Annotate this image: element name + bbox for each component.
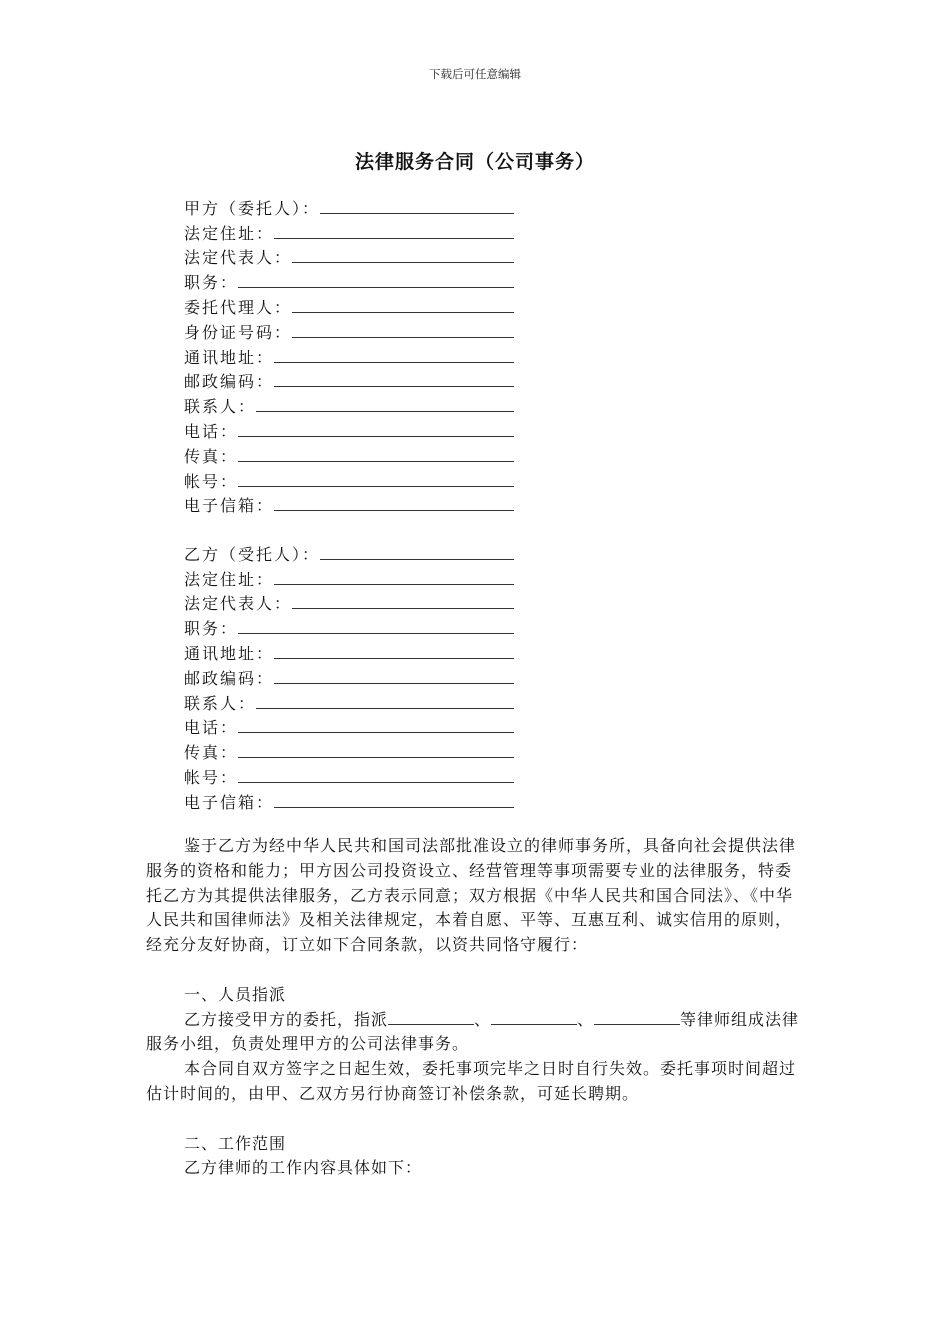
party-b-field-blank[interactable]: [274, 793, 514, 808]
party-b-field-row: [184, 664, 514, 689]
party-b-field-row: [184, 788, 514, 813]
party-a-field-blank[interactable]: [320, 199, 514, 214]
party-b-field-blank[interactable]: [238, 743, 514, 758]
party-a-field-blank[interactable]: [238, 472, 514, 487]
party-a-field-blank[interactable]: [238, 422, 514, 437]
party-b-field-row: [184, 738, 514, 763]
party-a-field-blank[interactable]: [274, 348, 514, 363]
party-a-field-label: 法定代表人：: [184, 248, 293, 268]
party-a-field-label: 帐号：: [184, 471, 239, 491]
party-b-field-label: 通讯地址：: [184, 643, 275, 663]
party-a-field-row: [184, 318, 514, 343]
section-2-intro: 乙方律师的工作内容具体如下：: [184, 1158, 423, 1178]
separator: 、: [474, 1009, 492, 1029]
preamble-paragraph: 鉴于乙方为经中华人民共和国司法部批准设立的律师事务所，具备向社会提供法律服务的资格和能力；甲方因公司投资设立、经营管理等事项需要专业的法律服务，特委托乙方为其提供法律服务，乙方表示同意；双方根据《中华人民共和国合同法》、《中华人民共和国律师法》及相关法律规定，本着自愿、平等、互惠互利、诚实信用的原则，经充分友好协商，订立如下合同条款，以资共同恪守履行：: [146, 836, 797, 955]
party-b-field-row: [184, 714, 514, 739]
party-a-field-label: 法定住址：: [184, 223, 275, 243]
party-b-field-row: [184, 540, 514, 565]
party-b-field-label: 电话：: [184, 718, 239, 738]
party-a-field-row: [184, 244, 514, 269]
party-a-field-row: [184, 293, 514, 318]
party-b-field-blank[interactable]: [274, 644, 514, 659]
party-b-field-row: [184, 565, 514, 590]
party-b-field-blank[interactable]: [274, 669, 514, 684]
party-a-field-label: 邮政编码：: [184, 372, 275, 392]
party-a-field-row: [184, 194, 514, 219]
party-b-field-label: 联系人：: [184, 693, 257, 713]
party-a-field-label: 电话：: [184, 421, 239, 441]
party-b-field-blank[interactable]: [274, 570, 514, 585]
party-a-field-row: [184, 343, 514, 368]
party-a-field-label: 通讯地址：: [184, 347, 275, 367]
party-a-field-blank[interactable]: [256, 397, 514, 412]
party-b-field-row: [184, 639, 514, 664]
lawyer-blank-3[interactable]: [594, 1010, 680, 1025]
assign-prefix: 乙方接受甲方的委托，指派: [184, 1009, 389, 1029]
header-note: 下载后可任意编辑: [429, 67, 521, 81]
document-title: 法律服务合同（公司事务）: [354, 151, 595, 173]
party-a-field-row: [184, 368, 514, 393]
party-b-field-blank[interactable]: [256, 694, 514, 709]
party-a-field-blank[interactable]: [238, 273, 514, 288]
party-b-field-row: [184, 763, 514, 788]
party-b-field-row: [184, 689, 514, 714]
party-a-field-label: 身份证号码：: [184, 322, 293, 342]
party-a-field-label: 联系人：: [184, 397, 257, 417]
party-a-field-row: [184, 392, 514, 417]
party-a-field-blank[interactable]: [274, 372, 514, 387]
party-b-field-label: 法定代表人：: [184, 594, 293, 614]
party-b-field-blank[interactable]: [238, 768, 514, 783]
party-a-field-label: 甲方（委托人）：: [184, 198, 321, 218]
party-b-field-label: 传真：: [184, 743, 239, 763]
party-a-field-row: [184, 219, 514, 244]
party-b-field-label: 法定住址：: [184, 569, 275, 589]
party-b-field-label: 邮政编码：: [184, 668, 275, 688]
section-1-heading: 一、人员指派: [184, 984, 287, 1004]
party-b-field-blank[interactable]: [320, 545, 514, 560]
party-b-field-blank[interactable]: [292, 594, 514, 609]
party-a-field-row: [184, 492, 514, 517]
party-b-field-row: [184, 590, 514, 615]
party-a-field-blank[interactable]: [292, 248, 514, 263]
party-a-block: [184, 194, 514, 516]
party-a-field-blank[interactable]: [274, 496, 514, 511]
lawyer-blank-1[interactable]: [388, 1010, 474, 1025]
party-a-field-row: [184, 268, 514, 293]
party-a-field-blank[interactable]: [238, 447, 514, 462]
section-2-heading: 二、工作范围: [184, 1133, 287, 1153]
party-b-field-label: 乙方（受托人）：: [184, 544, 321, 564]
party-a-field-row: [184, 467, 514, 492]
party-a-field-blank[interactable]: [292, 298, 514, 313]
party-a-field-label: 传真：: [184, 446, 239, 466]
lawyer-blank-2[interactable]: [491, 1010, 577, 1025]
party-a-field-row: [184, 442, 514, 467]
party-a-field-label: 职务：: [184, 273, 239, 293]
party-a-field-blank[interactable]: [274, 224, 514, 239]
section-1-assignment: [146, 1008, 806, 1058]
party-b-field-blank[interactable]: [238, 619, 514, 634]
section-1-term: 本合同自双方签字之日起生效，委托事项完毕之日时自行失效。委托事项时间超过估计时间的，由甲、乙双方另行协商签订补偿条款，可延长聘期。: [146, 1059, 797, 1103]
party-b-block: [184, 540, 514, 813]
party-b-field-label: 电子信箱：: [184, 792, 275, 812]
assign-suffix: 等律师组成法律服务小组，负责处理甲方的公司法律事务。: [146, 1009, 800, 1054]
contract-body: [146, 834, 806, 1181]
party-a-field-row: [184, 417, 514, 442]
party-a-field-label: 电子信箱：: [184, 496, 275, 516]
party-b-field-label: 帐号：: [184, 767, 239, 787]
party-a-field-label: 委托代理人：: [184, 297, 293, 317]
party-b-field-row: [184, 614, 514, 639]
separator: 、: [577, 1009, 595, 1029]
party-b-field-blank[interactable]: [238, 718, 514, 733]
party-a-field-blank[interactable]: [292, 323, 514, 338]
party-b-field-label: 职务：: [184, 619, 239, 639]
